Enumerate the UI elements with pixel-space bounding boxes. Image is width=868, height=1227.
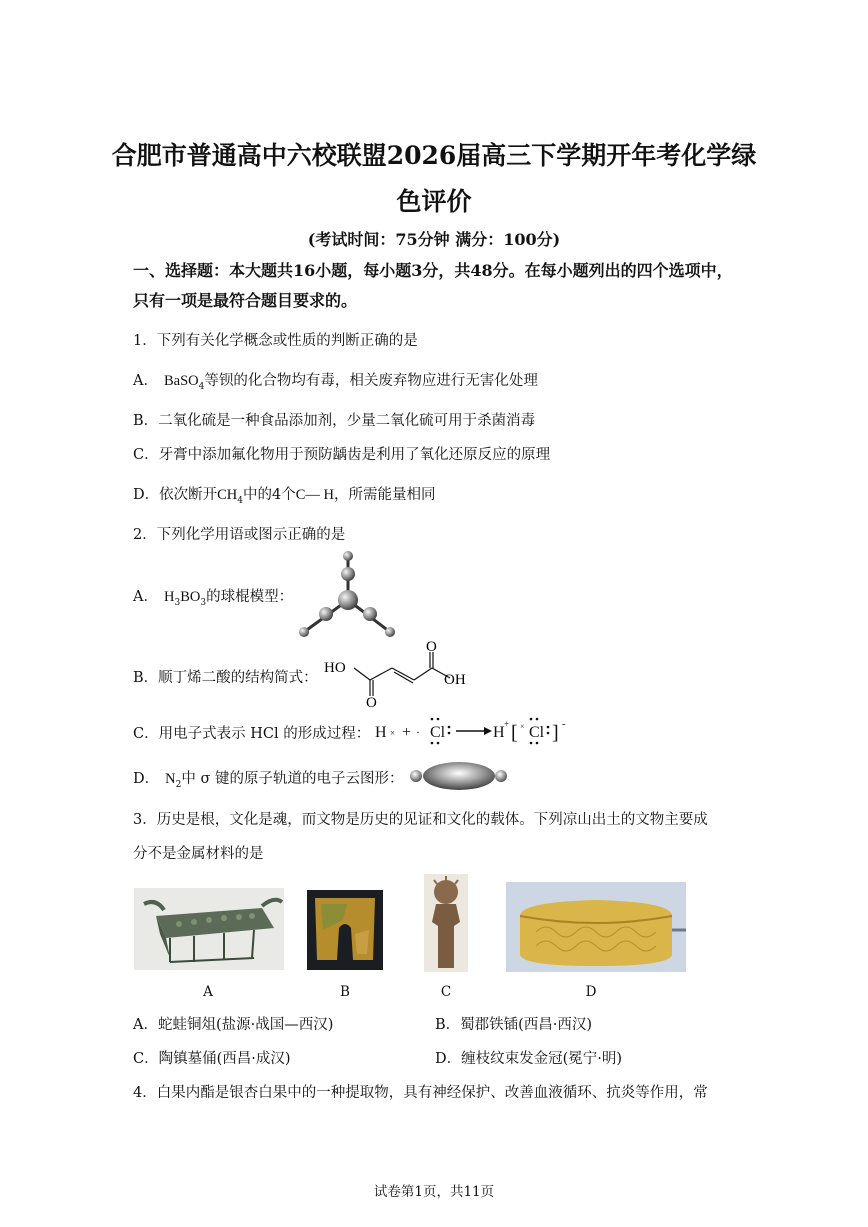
- q4-stem: 4．白果内酯是银杏白果中的一种提取物，具有神经保护、改善血液循环、抗炎等作用，常: [133, 1085, 708, 1101]
- svg-text:[: [: [511, 722, 518, 744]
- ho-label: HO: [324, 660, 346, 676]
- q3-option-d: D．缠枝纹束发金冠(冕宁·明): [435, 1051, 623, 1067]
- o-atom: [363, 607, 377, 621]
- o-atom: [319, 607, 333, 621]
- q3-option-c: C．陶镇墓俑(西昌·成汉): [133, 1051, 291, 1067]
- q1-option-c: C．牙膏中添加氟化物用于预防龋齿是利用了氧化还原反应的原理: [133, 447, 551, 463]
- q2-option-c: C．用电子式表示 HCl 的形成过程：: [133, 726, 371, 742]
- h-symbol: H: [375, 724, 387, 741]
- svg-text:+: +: [402, 724, 412, 741]
- h-atom: [299, 627, 309, 637]
- q3-stem-line-1: 3．历史是根，文化是魂，而文物是历史的见证和文化的载体。下列凉山出土的文物主要成: [133, 812, 708, 828]
- ball-stick-model: [292, 548, 402, 640]
- exam-title-line-1: 合肥市普通高中六校联盟2026届高三下学期开年考化学绿: [111, 141, 757, 170]
- h-atom: [343, 551, 353, 561]
- caption-d: D: [585, 984, 597, 1000]
- q2-option-b: B．顺丁烯二酸的结构简式：: [133, 670, 318, 686]
- exam-title-line-2: 色评价: [396, 187, 472, 216]
- q3-option-b: B．蜀郡铁锸(西昌·西汉): [435, 1017, 593, 1033]
- cl-symbol: Cl: [430, 724, 446, 741]
- svg-text:×: ×: [520, 722, 525, 731]
- maleic-acid-structure: [322, 638, 472, 708]
- artifact-c-pottery-figurine: [424, 874, 468, 972]
- artifact-d-gold-crown: [506, 882, 686, 972]
- o-label: O: [426, 639, 437, 655]
- cl-ion-symbol: Cl: [529, 724, 545, 741]
- q3-stem-line-2: 分不是金属材料的是: [133, 846, 264, 862]
- svg-text:×: ×: [390, 728, 396, 738]
- h-atom: [385, 627, 395, 637]
- q3-option-a: A．蛇蛙铜俎(盐源·战国—西汉): [133, 1017, 334, 1033]
- q2-option-a: A． $H_3BO_3$的球棍模型：: [133, 589, 294, 608]
- nucleus-left: [410, 770, 422, 782]
- exam-info: (考试时间：75分钟 满分：100分): [307, 230, 561, 249]
- overlap-orbital: [423, 762, 495, 790]
- caption-c: C: [440, 984, 452, 1000]
- q2-stem: 2．下列化学用语或图示正确的是: [133, 527, 346, 543]
- q1-option-d: D．依次断开$CH_4$中的4个C— H，所需能量相同: [133, 487, 436, 506]
- q1-option-b: B．二氧化硫是一种食品添加剂，少量二氧化硫可用于杀菌消毒: [133, 413, 536, 429]
- o-label: O: [366, 695, 377, 708]
- nucleus-right: [495, 770, 507, 782]
- artifact-a-bronze-table: [134, 888, 284, 970]
- o-atom: [341, 567, 355, 581]
- oh-label: OH: [444, 672, 466, 688]
- plus-charge: +: [504, 719, 510, 729]
- svg-text:]: ]: [552, 722, 559, 744]
- hcl-electron-formula: [372, 712, 572, 748]
- page-footer: 试卷第1页，共11页: [373, 1184, 495, 1200]
- h-ion-symbol: H: [493, 724, 505, 741]
- sigma-bond-orbital: [408, 760, 510, 792]
- minus-charge: -: [562, 718, 566, 730]
- section-heading: 一、选择题：本大题共16小题，每小题3分，共48分。在每小题列出的四个选项中，只有一项是最符合题目要求的。: [133, 261, 733, 310]
- caption-b: B: [340, 984, 350, 1000]
- b-atom: [338, 590, 358, 610]
- q2-option-d: D． $N_2$中 σ 键的原子轨道的电子云图形：: [133, 771, 404, 790]
- caption-a: A: [203, 984, 213, 1000]
- q1-stem: 1．下列有关化学概念或性质的判断正确的是: [133, 333, 418, 349]
- svg-text:·: ·: [416, 725, 420, 739]
- artifact-b-iron-spade: [307, 890, 383, 970]
- q1-option-a: A． BaSO$_4$等钡的化合物均有毒，相关废弃物应进行无害化处理: [133, 373, 538, 392]
